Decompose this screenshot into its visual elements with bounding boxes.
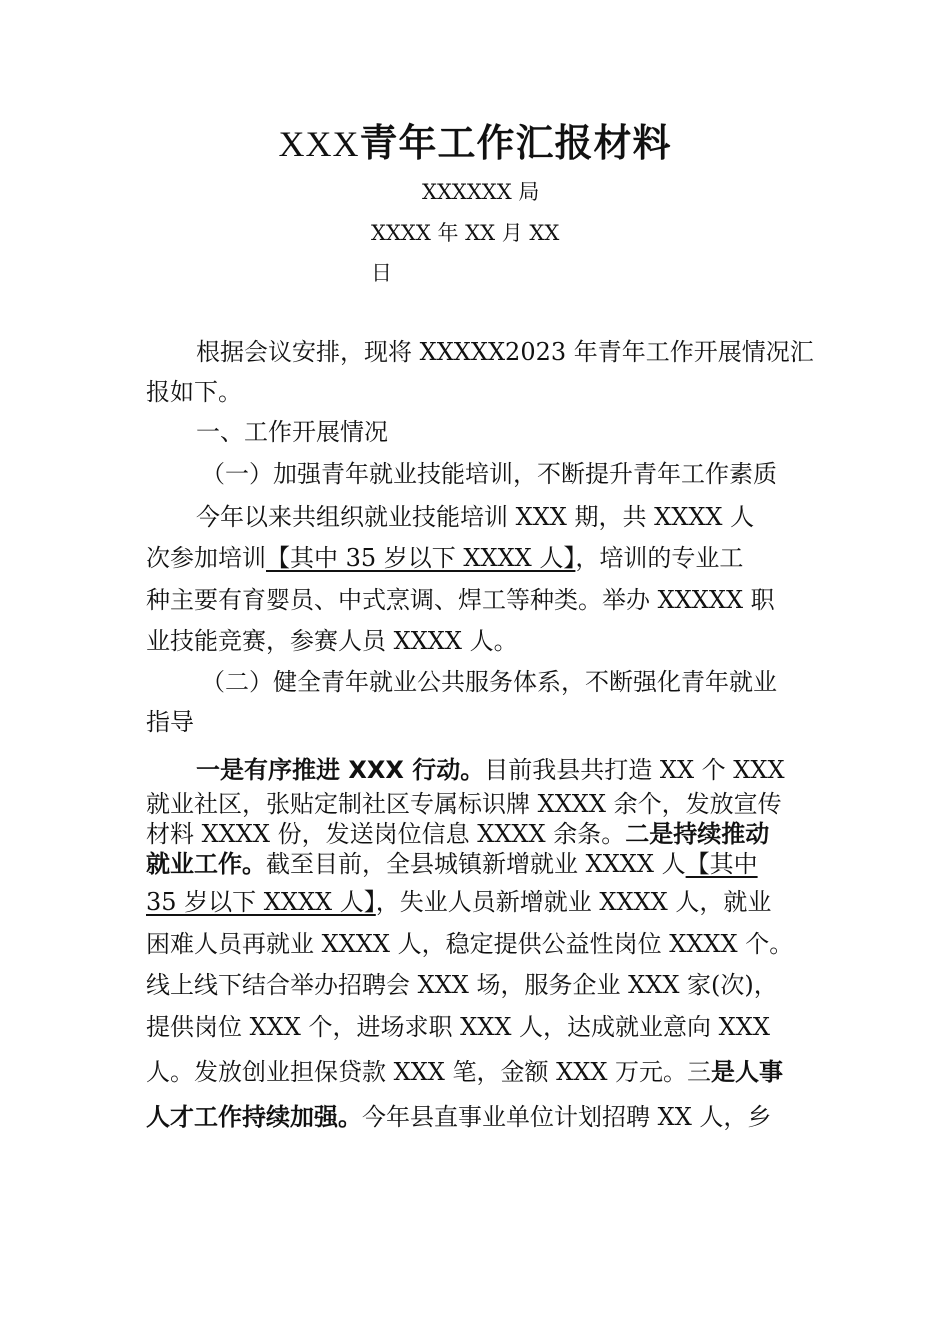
para3-bold-5: 人才工作持续加强。 — [146, 1103, 362, 1131]
para2-line-2-c: ，培训的专业工 — [575, 544, 744, 572]
para3-line-10 — [146, 1105, 771, 1129]
para3-line-8: 提供岗位 XXX 个，进场求职 XXX 人，达成就业意向 XXX — [146, 1013, 770, 1041]
para3-bold-3: 就业工作。 — [146, 850, 266, 878]
para3-line-9-text: 人。发放创业担保贷款 XXX 笔，金额 XXX 万元。三 — [146, 1058, 712, 1086]
para3-line-2: 就业社区，张贴定制社区专属标识牌 XXXX 余个，发放宣传 — [146, 790, 782, 818]
subsection-heading-2-line-1: （二）健全青年就业公共服务体系，不断强化青年就业 — [201, 668, 777, 696]
date-line-2: 日 — [371, 261, 392, 285]
title-prefix: XXX — [278, 124, 360, 164]
para2-line-1: 今年以来共组织就业技能培训 XXX 期，共 XXXX 人 — [196, 503, 755, 531]
para3-line-1-text: 目前我县共打造 XX 个 XXX — [484, 756, 785, 784]
para3-bold-2: 二是持续推动 — [625, 820, 770, 848]
para3-line-5 — [146, 890, 771, 914]
para3-bold-4: 是人事 — [711, 1058, 784, 1086]
para3-line-9 — [146, 1060, 783, 1084]
para3-line-10-text: 今年县直事业单位计划招聘 XX 人，乡 — [362, 1103, 772, 1131]
para3-line-6: 困难人员再就业 XXXX 人，稳定提供公益性岗位 XXXX 个。 — [146, 930, 794, 958]
section-heading-1: 一、工作开展情况 — [196, 418, 388, 446]
title-main: 青年工作汇报材料 — [359, 120, 672, 165]
para3-line-4-text: 截至目前，全县城镇新增就业 XXXX 人 — [266, 850, 686, 878]
para2-line-2-underlined: 【其中 35 岁以下 XXXX 人】 — [266, 544, 576, 572]
para3-line-1 — [196, 758, 785, 782]
para3-line-5-underlined: 35 岁以下 XXXX 人】 — [146, 888, 376, 916]
para3-line-7: 线上线下结合举办招聘会 XXX 场，服务企业 XXX 家(次)， — [146, 971, 778, 999]
para2-line-2-a: 次参加培训 — [146, 544, 266, 572]
para2-line-4: 业技能竞赛，参赛人员 XXXX 人。 — [146, 627, 518, 655]
para2-line-2 — [146, 546, 743, 570]
subsection-heading-2-line-2: 指导 — [146, 708, 194, 736]
intro-line-1: 根据会议安排，现将 XXXXX2023 年青年工作开展情况汇 — [196, 338, 814, 366]
para3-line-3-text: 材料 XXXX 份，发送岗位信息 XXXX 余条。 — [146, 820, 626, 848]
para2-line-3: 种主要有育婴员、中式烹调、焊工等种类。举办 XXXXX 职 — [146, 586, 775, 614]
issuing-unit: XXXXXX 局 — [422, 180, 540, 204]
subsection-heading-1: （一）加强青年就业技能培训，不断提升青年工作素质 — [201, 460, 777, 488]
para3-line-4-underlined: 【其中 — [685, 850, 758, 878]
intro-line-2: 报如下。 — [146, 378, 242, 406]
date-line-1: XXXX 年 XX 月 XX — [371, 221, 560, 245]
para3-line-3 — [146, 822, 769, 846]
para3-line-4 — [146, 852, 758, 876]
document-title — [0, 112, 950, 167]
para3-bold-1: 一是有序推进 XXX 行动。 — [196, 756, 485, 784]
para3-line-5-text: ，失业人员新增就业 XXXX 人，就业 — [375, 888, 772, 916]
